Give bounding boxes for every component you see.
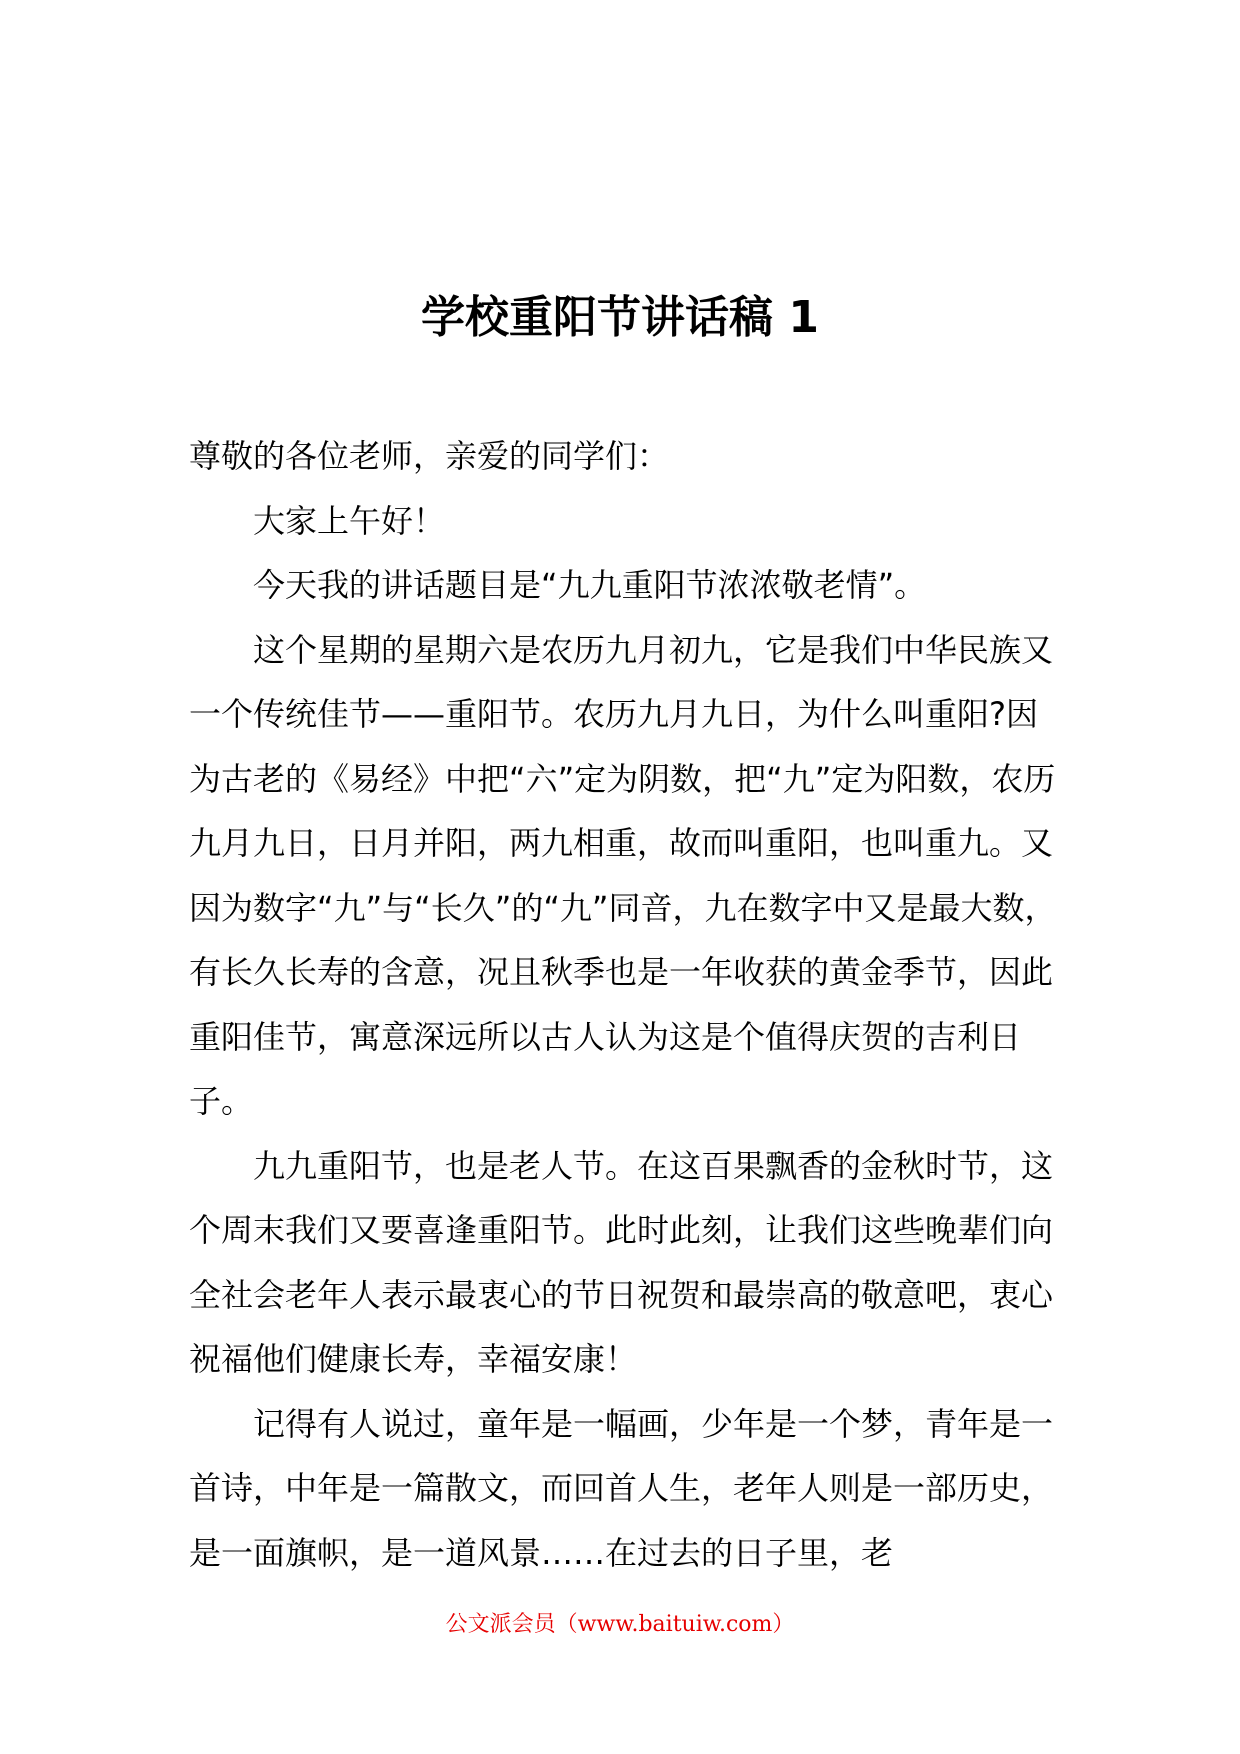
salutation: 尊敬的各位老师，亲爱的同学们： [189, 437, 670, 475]
paragraph-life-metaphor: 记得有人说过，童年是一幅画，少年是一个梦，青年是一首诗，中年是一篇散文，而回首人生，老年人则是一部历史，是一面旗帜，是一道风景……在过去的日子里，老 [189, 1404, 1054, 1572]
paragraph-festival-origin: 这个星期的星期六是农历九月初九，它是我们中华民族又一个传统佳节——重阳节。农历九月九日，为什么叫重阳?因为古老的《易经》中把“六”定为阴数，把“九”定为阳数，农历九月九日，日月并阳，两九相重，故而叫重阳，也叫重九。又因为数字“九”与“长久”的“九”同音，九在数字中又是最大数，有长久长寿的含意，况且秋季也是一年收获的黄金季节，因此重阳佳节，寓意深远所以古人认为这是个值得庆贺的吉利日子。 [189, 630, 1057, 1120]
document-body [189, 424, 1061, 1585]
paragraph-greeting: 大家上午好！ [253, 501, 446, 540]
paragraph-elders-day: 九九重阳节，也是老人节。在这百果飘香的金秋时节，这个周末我们又要喜逢重阳节。此时此刻，让我们这些晚辈们向全社会老年人表示最衷心的节日祝贺和最崇高的敬意吧，衷心祝福他们健康长寿，幸福安康！ [189, 1146, 1054, 1378]
footer-watermark: 公文派会员（www.baituiw.com） [445, 1612, 795, 1637]
document-title: 学校重阳节讲话稿 1 [421, 292, 819, 343]
paragraph-topic: 今天我的讲话题目是“九九重阳节浓浓敬老情”。 [253, 566, 927, 604]
